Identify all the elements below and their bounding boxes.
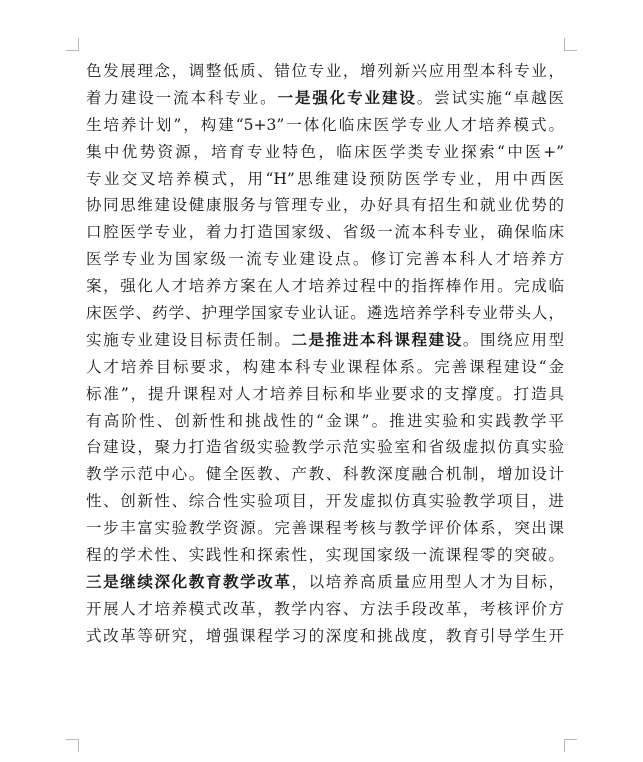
text-line [86,327,564,354]
text-line [86,112,564,139]
text-run: 一步丰富实验教学资源。完善课程考核与教学评价体系，突出课 [86,519,564,538]
text-line [86,246,564,273]
text-line [86,569,564,596]
text-run: 台建设，聚力打造省级实验教学示范实验室和省级虚拟仿真实验 [86,438,564,457]
text-line [86,408,564,435]
text-run: 。围绕应用型 [462,330,564,349]
text-line [86,488,564,515]
text-run: 。尝试实施“卓越医 [416,88,564,107]
text-line [86,542,564,569]
text-run: 式改革等研究，增强课程学习的深度和挑战度，教育引导学生开 [86,626,564,645]
bold-text-run: 一是强化专业建设 [277,87,417,107]
text-line [86,596,564,623]
text-run: 色发展理念，调整低质、错位专业，增列新兴应用型本科专业， [86,62,564,80]
text-run: 程的学术性、实践性和探索性，实现国家级一流课程零的突破。 [86,546,564,565]
bold-text-run: 二是推进本科课程建设 [291,329,463,349]
text-line [86,166,564,193]
text-line [86,192,564,219]
body-text [86,58,564,650]
text-line [86,300,564,327]
text-run: 开展人才培养模式改革，教学内容、方法手段改革，考核评价方 [86,599,564,618]
text-run: 有高阶性、创新性和挑战性的“金课”。推进实验和实践教学平 [86,411,564,430]
text-line [86,434,564,461]
text-run: 性、创新性、综合性实验项目，开发虚拟仿真实验教学项目，进 [86,492,564,511]
text-run: ，以培养高质量应用型人才为目标， [291,572,564,591]
text-run: 教学示范中心。健全医教、产教、科教深度融合机制，增加设计 [86,465,564,484]
text-run: 着力建设一流本科专业。 [86,88,278,107]
text-line [86,381,564,408]
text-run: 人才培养目标要求，构建本科专业课程体系。完善课程建设“金 [86,357,564,376]
text-line [86,461,564,488]
text-line [86,58,564,85]
bold-text-run: 三是继续深化教育教学改革 [86,571,292,591]
crop-mark-top-left [66,38,79,51]
crop-mark-top-right [564,38,577,51]
text-run: 口腔医学专业，着力打造国家级、省级一流本科专业，确保临床 [86,223,564,242]
crop-mark-bottom-right [564,739,577,752]
text-run: 案，强化人才培养方案在人才培养过程中的指挥棒作用。完成临 [86,277,564,296]
text-line [86,139,564,166]
text-line [86,273,564,300]
text-run: 床医学、药学、护理学国家专业认证。遴选培养学科专业带头人， [86,304,564,323]
text-line [86,354,564,381]
text-line [86,219,564,246]
text-run: 专业交叉培养模式，用“H”思维建设预防医学专业，用中西医 [86,169,564,188]
text-line [86,623,564,650]
text-run: 标准”，提升课程对人才培养目标和毕业要求的支撑度。打造具 [86,384,564,403]
text-run: 集中优势资源，培育专业特色，临床医学类专业探索“中医+” [86,142,564,161]
text-line [86,515,564,542]
text-line [86,85,564,112]
crop-mark-bottom-left [66,739,79,752]
text-run: 实施专业建设目标责任制。 [86,330,292,349]
text-run: 生培养计划”，构建“5+3”一体化临床医学专业人才培养模式。 [86,115,564,134]
text-run: 协同思维建设健康服务与管理专业，办好具有招生和就业优势的 [86,196,564,215]
text-run: 医学专业为国家级一流专业建设点。修订完善本科人才培养方 [86,250,564,269]
